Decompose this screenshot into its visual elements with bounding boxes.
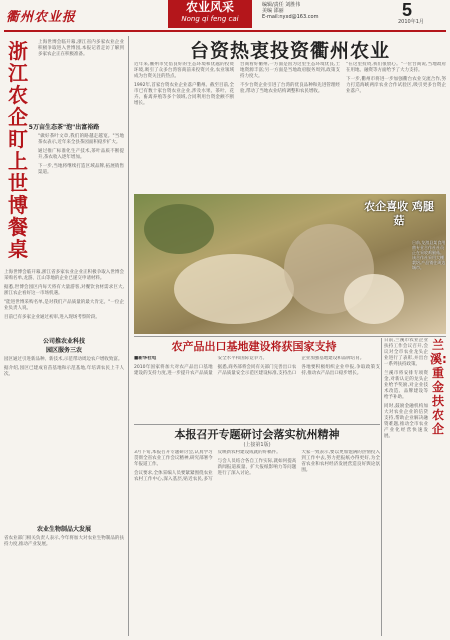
lanxi-headline: 兰溪:重金扶农企 [430,338,447,436]
headline-char: 上 [8,149,28,173]
meta-line: E-mail:nyxd@163.com [262,14,319,20]
photo-note: 日前,龙游县某食用菌专业合作社社员正在采收鸡腿菇。该合作社采用大棚栽培,产品销往周边城市。 [412,240,446,270]
headline-char: 餐 [8,215,28,239]
paragraph: 3月下旬,本报召开专题研讨会,认真学习贯彻全省农业工作会议精神,研究部署今年报道工作。 [134,450,213,467]
section-divider [134,336,446,337]
headline-char: 桌 [8,237,28,261]
section-title: 农业风采 [185,0,234,14]
headline-char: 浙 [8,39,28,63]
masthead-rule [4,30,446,32]
paragraph: "能进世博采购名单,是对我们产品质量的最大肯定。"一位企业负责人说。 [4,300,124,311]
tea-body [38,134,124,176]
park-body [4,357,124,378]
paragraph: "在这里投资,我们很放心。"一位台商说,当地政府在用地、融资等方面给予了大力支持。 [346,62,446,73]
page-number: 5 [402,0,413,20]
masthead [0,0,450,30]
export-base-body [134,356,380,422]
photo-shape [344,274,404,324]
left-subsection-tea [4,118,124,179]
headline-char: 江 [8,61,28,85]
lanxi-article-body [384,338,428,636]
headline-char: 农 [8,83,28,107]
paragraph: 会议要求,全体采编人员要紧紧围绕农业农村工作中心,深入基层,贴近农民,多写反映新农村建设成就的好稿件。 [134,450,281,482]
main-headline: 台资热衷投资衢州农业 [189,40,390,62]
issue-date: 2010年1月 [398,19,424,25]
source-tag: ■新华社电 [134,356,157,361]
meta-line: 美编 邵丽 [262,8,284,14]
paragraph: 通过推广标准化生产技术,茶叶品质不断提升,茶农收入逐年增加。 [38,149,124,160]
left-subsection-park [4,332,124,381]
subhead: 农业生物制品大发展 [36,526,91,533]
section-divider [134,424,380,425]
section-pinyin: Nong qi feng cai [181,15,239,23]
main-article-body [134,62,446,192]
headline-char: 博 [8,193,28,217]
subhead: 公司推农业科技 园区服务三农 [42,338,85,354]
column-divider [381,338,382,636]
paragraph: 日前,兰溪市农业企业扶持工作会议召开,会议对全市农业龙头企业进行了表彰,并出台一系列扶持政策。 [384,338,428,367]
paragraph: 大家一致表示,要以更加饱满的热情投入到工作中去,努力把报纸办得更好,为全省农业和农村经济发展营造良好舆论氛围。 [301,450,380,473]
export-base-headline: 农产品出口基地建设将获国家支持 [171,340,337,353]
paragraph: 兰溪市将安排专项资金,对新认定的龙头企业给予奖励,对企业技术改造、品牌建设等给予补助。 [384,371,428,400]
photo-shape [174,254,294,324]
paragraph: 同时,鼓励金融机构加大对农业企业的信贷支持,帮助企业解决融资难题,推动全市农业产业化经营快速发展。 [384,404,428,439]
paragraph: 据悉,世博会园区内每天将有大量游客,对餐饮食材需求巨大,浙江农企看好这一市场机遇。 [4,285,124,296]
paragraph: 1992年,首家台资农业企业落户衢州。截至目前,全市已有数十家台资农业企业,涉及水果、茶叶、花卉、畜禽养殖等多个领域,合同利用台资金额不断增长。 [134,83,234,106]
seminar-body [134,450,380,634]
paragraph: 与会人员结合各自工作实际,就如何提高新闻报道质量、扩大报纸影响力等问题进行了深入讨论。 [217,459,297,476]
paragraph: 目前已有多家企业通过初审,进入现场考察阶段。 [4,315,100,320]
headline-char: 盯 [8,127,28,151]
seminar-subline: (上接第1版) [243,442,271,448]
meta-line: 编辑/责任 刘胜伟 [262,2,301,8]
paragraph: 上海世博会临开幕,浙江省多家农业企业正积极争取入世博会采购名单,龙游、江山等地的企业已递交申请材料。 [4,270,124,281]
photo-shape [144,204,214,254]
paragraph: 省农业部门相关负责人表示,今年将加大对农业生物制品的扶持力度,推动产业发展。 [4,536,124,547]
subhead: 5万亩生态茶"泡"出富裕路 [28,124,100,131]
paragraph: 园区通过引进新品种、新技术,示范带动周边农户增收致富。 [4,357,123,362]
paragraph: 不少台资企业引进了台湾的优良品种和先进管理经验,带动了当地农业结构调整和农民增收。 [240,83,340,94]
headline-char: 企 [8,105,28,129]
section-banner [168,0,252,28]
paragraph: 下一步,当地将继续打造区域品牌,拓展销售渠道。 [38,164,124,175]
seminar-headline: 本报召开专题研讨会落实杭州精神 [174,428,340,441]
paragraph: 各地要积极组织企业申报,争取政策支持,推动农产品出口稳步增长。 [301,365,380,376]
column-divider [128,36,129,636]
paragraph: 据介绍,园区已建成育苗基地和示范基地,年培训农民上千人次。 [4,366,124,377]
left-article-body [4,270,124,324]
paragraph: "做好茶叶文章,我们的路越走越宽。"当地茶农表示,近年来全县茶园面积稳步扩大。 [38,134,124,145]
paper-name-logo: 衢州农业报 [6,10,77,25]
paragraph: 下一步,衢州市将进一步加强衢台农业交流合作,努力打造海峡两岸农业合作试验区,吸引更多台资企业落户。 [346,77,446,94]
bio-body [4,536,124,548]
left-subsection-bio [4,520,124,551]
photo-caption: 农企喜收 鸡腿菇 [364,200,434,227]
paragraph: 据悉,商务部将会同有关部门完善出口农产品质量安全示范区建设标准,支持出口企业加强基地建设和品牌培育。 [217,356,365,376]
headline-char: 世 [8,171,28,195]
left-lead-text: 上海世博会临开幕,浙江省内多家农业企业积极争取进入世博园,本报记者走访了解到多家农企正在积极准备。 [38,40,124,57]
paragraph: 2010年国家将加大对农产品出口基地建设的支持力度,进一步提升农产品质量安全水平和国际竞争力。 [134,356,268,376]
paragraph: 近年来,衢州市凭借良好的生态环境和优越的投资环境,吸引了众多台湾客商前来投资兴业,农业领域成为台资关注的热点。 [134,62,234,79]
editor-credits [262,2,318,20]
paragraph: 台商看好衢州,一方面是因为这里生态环境优良,土地资源丰富;另一方面是当地政府服务周到,政策支持力度大。 [240,62,340,79]
